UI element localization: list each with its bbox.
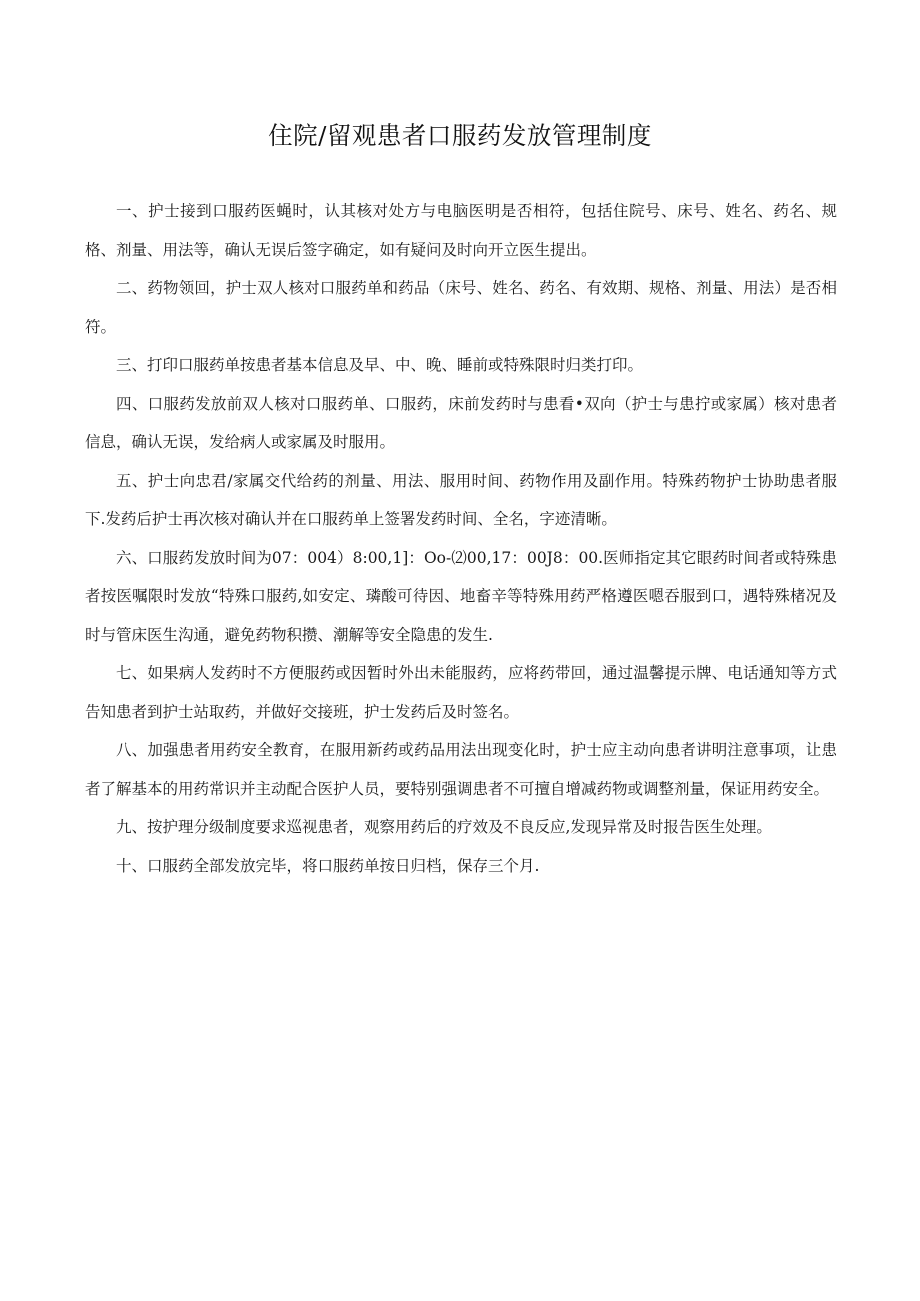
paragraph-7: 七、如果病人发药时不方便服药或因暂时外出未能服药，应将药带回，通过温馨提示牌、电话通知等方式告知患者到护士站取药，并做好交接班，护士发药后及时签名。 bbox=[85, 664, 837, 721]
paragraph-1: 一、护士接到口服药医蝇时，认其核对处方与电脑医明是否相符，包括住院号、床号、姓名、药名、规格、剂量、用法等，确认无误后签字确定，如有疑问及时向开立医生提出。 bbox=[85, 202, 837, 259]
paragraph-10: 十、口服药全部发放完毕，将口服药单按日归档，保存三个月. bbox=[116, 856, 540, 875]
paragraph-6: 六、口服药发放时间为07：004）8:00,1]：Oo-⑵00,17：00J8：00.医师指定其它眼药时间者或特殊患者按医嘱限时发放“特殊口服药,如安定、璘酸可待因、地畜辛等特殊用药严格遵医嗯吞服到口，遇特殊楮况及时与管床医生沟通，避免药物积攒、潮解等安全隐患的发生. bbox=[85, 548, 837, 644]
paragraph-8: 八、加强患者用药安全教育，在服用新药或药品用法出现变化时，护士应主动向患者讲明注意事项，让患者了解基本的用药常识并主动配合医护人员，要特别强调患者不可擅自增减药物或调整剂量，保证用药安全。 bbox=[85, 741, 837, 798]
paragraph-2: 二、药物领回，护士双人核对口服药单和药品（床号、姓名、药名、有效期、规格、剂量、用法）是否相符。 bbox=[85, 279, 837, 336]
paragraph-5: 五、护士向忠君/家属交代给药的剂量、用法、服用时间、药物作用及副作用。特殊药物护士协助患者服下.发药后护士再次核对确认并在口服药单上签署发药时间、全名，字迹清晰。 bbox=[85, 471, 837, 528]
paragraph-9: 九、按护理分级制度要求巡视患者，观察用药后的疗效及不良反应,发现异常及时报告医生处理。 bbox=[116, 818, 772, 836]
paragraph-3: 三、打印口服药单按患者基本信息及早、中、晚、睡前或特殊限时归类打印。 bbox=[116, 356, 644, 374]
document-title: 住院/留观患者口服药发放管理制度 bbox=[268, 121, 652, 150]
paragraph-4: 四、口服药发放前双人核对口服药单、口服药，床前发药时与患看•双向（护士与患拧或家属）核对患者信息，确认无误，发给病人或家属及时服用。 bbox=[85, 394, 837, 451]
document-body bbox=[85, 192, 837, 885]
